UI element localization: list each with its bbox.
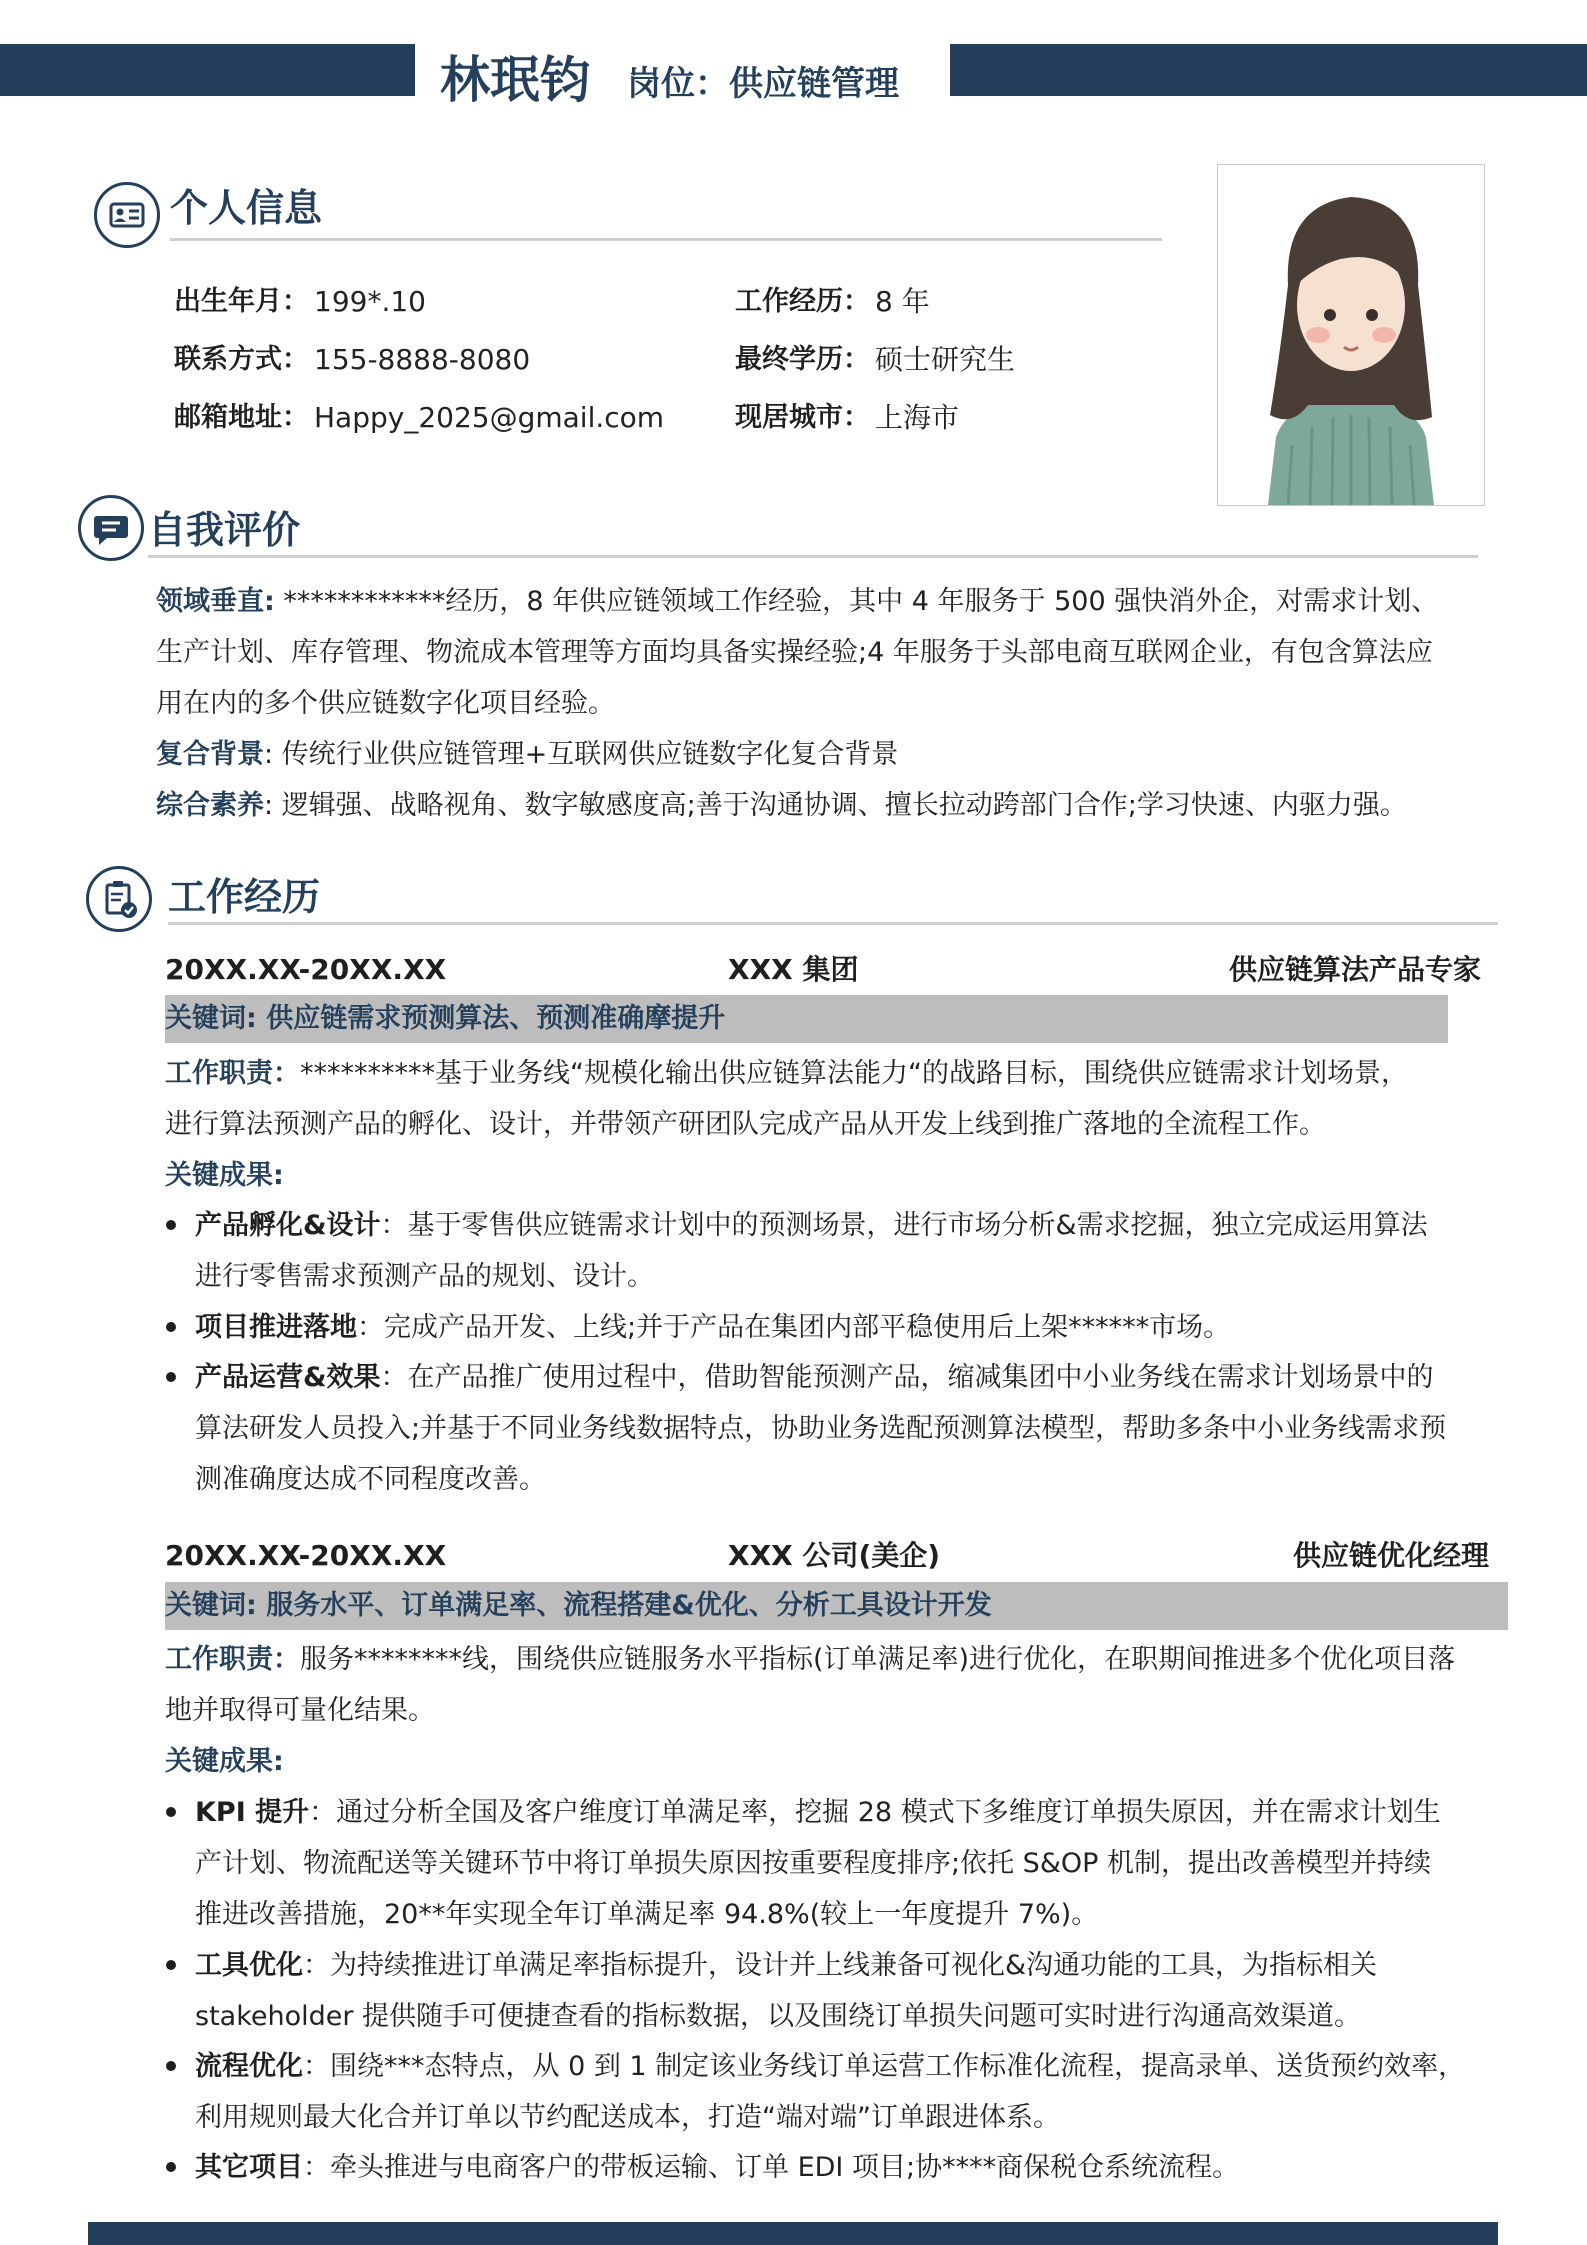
bullet-dot: [166, 2061, 176, 2071]
section-title-self-eval: 自我评价: [148, 508, 301, 552]
email-value[interactable]: Happy_2025@gmail.com: [314, 401, 665, 434]
avatar-photo: [1217, 164, 1485, 506]
contact-label: 联系方式：: [174, 344, 309, 375]
bullet-dot: [166, 2162, 176, 2172]
job-position: 岗位：供应链管理: [627, 64, 899, 104]
bullet-dot: [166, 1220, 176, 1230]
birth-label: 出生年月：: [174, 286, 309, 317]
bullet-dot: [166, 1372, 176, 1382]
self-eval-domain: 领域垂直: ************经历，8 年供应链领域工作经验，其中 4 年服务于 500 强快消外企，对需求计划、 生产计划、库存管理、物流成本管理等方面均具备实操经验;4 年服务于头部电商互联网企业，有包含算法应 用在内的多个供应链数字化项目经验。: [156, 586, 1439, 719]
job-1-duty: 工作职责：**********基于业务线“规模化输出供应链算法能力“的战路目标，围绕供应链需求计划场景， 进行算法预测产品的孵化、设计，并带领产研团队完成产品从开发上线到推广落地的全流程工作。: [165, 1058, 1408, 1140]
job-2-duty: 工作职责：服务********线，围绕供应链服务水平指标(订单满足率)进行优化，在职期间推进多个优化项目落 地并取得可量化结果。: [165, 1644, 1456, 1726]
job-1-period: 20XX.XX-20XX.XX: [165, 953, 447, 986]
header-band-right: [950, 44, 1587, 96]
candidate-name: 林珉钧: [440, 51, 590, 109]
bullet-dot: [166, 1807, 176, 1817]
footer-band: [88, 2222, 1498, 2245]
job-2-company: XXX 公司(美企): [728, 1539, 941, 1572]
job-2-results-label: 关键成果:: [165, 1746, 284, 1777]
education-label: 最终学历：: [735, 344, 870, 375]
section-divider: [148, 555, 1478, 558]
job-2-title: 供应链优化经理: [1292, 1539, 1489, 1572]
id-card-icon: [94, 182, 160, 248]
clipboard-check-icon: [86, 866, 152, 932]
chat-icon: [78, 495, 144, 561]
self-eval-background: 复合背景: 传统行业供应链管理+互联网供应链数字化复合背景: [156, 739, 899, 770]
education-value: 硕士研究生: [875, 343, 1016, 376]
job-1-keywords: 关键词: 供应链需求预测算法、预测准确摩提升: [165, 1003, 726, 1034]
job-2-period: 20XX.XX-20XX.XX: [165, 1539, 447, 1572]
contact-value: 155-8888-8080: [314, 343, 531, 376]
section-title-work: 工作经历: [168, 875, 321, 919]
job-1-results-label: 关键成果:: [165, 1160, 284, 1191]
experience-value: 8 年: [875, 285, 930, 318]
self-eval-quality: 综合素养: 逻辑强、战略视角、数字敏感度高;善于沟通协调、擅长拉动跨部门合作;学习快速、内驱力强。: [156, 790, 1407, 821]
section-title-personal-info: 个人信息: [170, 186, 323, 230]
bullet-dot: [166, 1322, 176, 1332]
job-1-company: XXX 集团: [728, 953, 859, 986]
birth-value: 199*.10: [314, 285, 426, 318]
city-value: 上海市: [875, 401, 960, 434]
header-band-left: [0, 44, 415, 96]
job-1-title: 供应链算法产品专家: [1228, 953, 1481, 986]
city-label: 现居城市：: [735, 402, 870, 433]
section-divider: [168, 922, 1498, 925]
experience-label: 工作经历：: [735, 286, 870, 317]
section-divider: [170, 238, 1162, 241]
job-2-keywords: 关键词: 服务水平、订单满足率、流程搭建&优化、分析工具设计开发: [165, 1590, 992, 1621]
bullet-dot: [166, 1960, 176, 1970]
email-label: 邮箱地址：: [174, 402, 309, 433]
